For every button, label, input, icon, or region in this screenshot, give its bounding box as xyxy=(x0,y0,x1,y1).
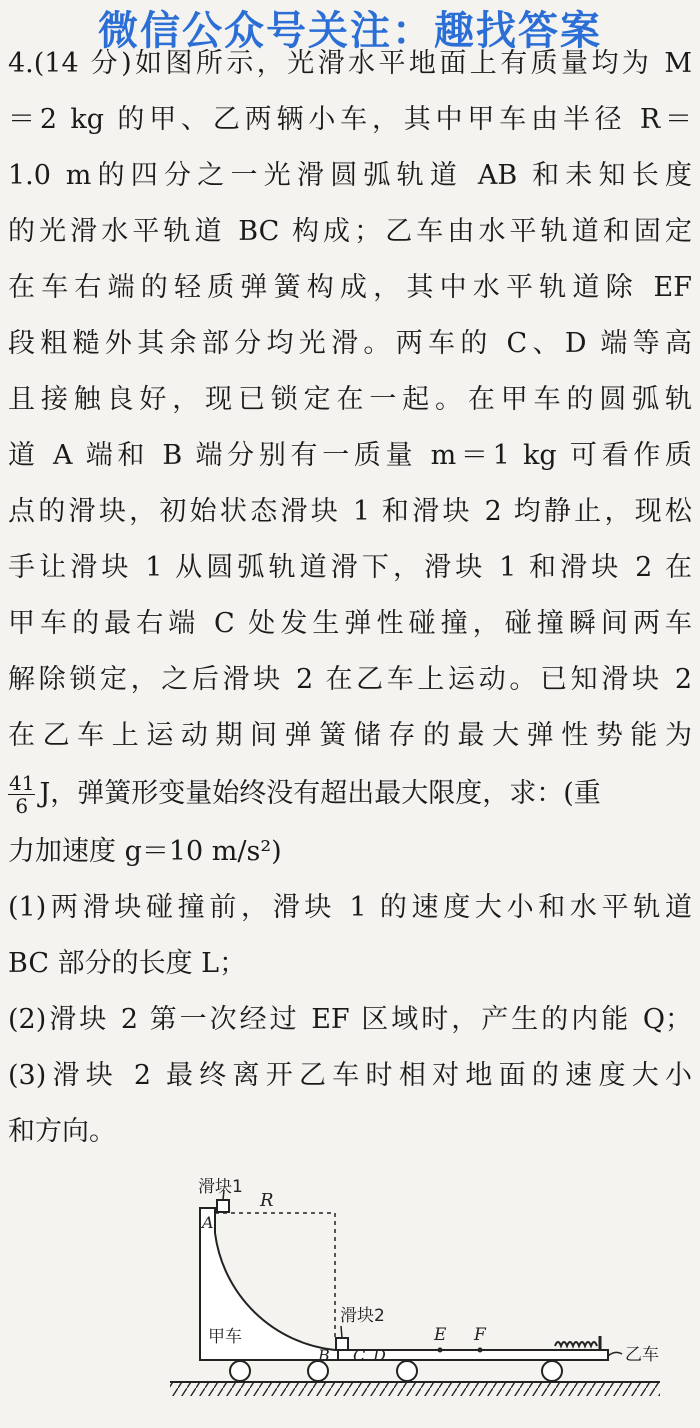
question-2: (2)滑块 2 第一次经过 EF 区域时，产生的内能 Q； xyxy=(8,1004,692,1035)
label-b: B xyxy=(318,1346,330,1365)
point-e-marker xyxy=(438,1348,443,1353)
fraction-41-6 xyxy=(8,772,35,817)
watermark: 微信公众号关注：趣找答案 xyxy=(98,8,602,54)
problem-line: 在乙车上运动期间弹簧储存的最大弹性势能为 xyxy=(8,720,692,751)
label-slider1: 滑块1 xyxy=(198,1178,243,1197)
wheel xyxy=(397,1361,417,1381)
label-e: E xyxy=(434,1325,447,1345)
label-r: R xyxy=(260,1190,274,1211)
problem-line: 手让滑块 1 从圆弧轨道滑下，滑块 1 和滑块 2 在 xyxy=(8,552,692,583)
problem-line: 道 A 端和 B 端分别有一质量 m＝1 kg 可看作质 xyxy=(8,440,692,471)
label-a: A xyxy=(202,1213,214,1232)
question-3a: (3)滑块 2 最终离开乙车时相对地面的速度大小 xyxy=(8,1060,692,1091)
slider2-block xyxy=(336,1338,348,1350)
problem-line: 力加速度 g＝10 m/s²) xyxy=(8,836,282,867)
problem-line: 点的滑块，初始状态滑块 1 和滑块 2 均静止，现松 xyxy=(8,496,692,527)
wheel xyxy=(542,1361,562,1381)
spring xyxy=(555,1342,597,1346)
car-yi-leader xyxy=(608,1352,622,1356)
question-3b: 和方向。 xyxy=(8,1116,116,1147)
problem-line: 段粗糙外其余部分均光滑。两车的 C、D 端等高 xyxy=(8,328,692,359)
question-1b: BC 部分的长度 L； xyxy=(8,948,247,979)
problem-line: 解除锁定，之后滑块 2 在乙车上运动。已知滑块 2 xyxy=(8,664,692,695)
physics-diagram xyxy=(160,1178,680,1413)
label-c: C xyxy=(353,1346,366,1365)
ground-hatch xyxy=(170,1383,660,1396)
problem-text xyxy=(8,36,692,1160)
fraction-line-rest: J，弹簧形变量始终没有超出最大限度，求：(重 xyxy=(39,778,601,809)
problem-line: ＝2 kg 的甲、乙两辆小车，其中甲车由半径 R＝ xyxy=(8,104,692,135)
fraction-line xyxy=(8,764,692,824)
problem-line: 在车右端的轻质弹簧构成，其中水平轨道除 EF xyxy=(8,272,692,303)
question-1a: (1)两滑块碰撞前，滑块 1 的速度大小和水平轨道 xyxy=(8,892,692,923)
fraction-denominator: 6 xyxy=(15,794,29,818)
wheel xyxy=(230,1361,250,1381)
fraction-numerator: 41 xyxy=(9,771,35,795)
slider2-leader xyxy=(341,1326,342,1338)
point-f-marker xyxy=(478,1348,483,1353)
slider1-block xyxy=(217,1200,229,1212)
label-d: D xyxy=(373,1346,386,1365)
problem-line: 甲车的最右端 C 处发生弹性碰撞，碰撞瞬间两车 xyxy=(8,608,692,639)
label-car-jia: 甲车 xyxy=(208,1327,242,1347)
problem-line: 的光滑水平轨道 BC 构成；乙车由水平轨道和固定 xyxy=(8,216,692,247)
label-slider2: 滑块2 xyxy=(340,1306,385,1326)
problem-line: 4.(14 分)如图所示，光滑水平地面上有质量均为 M xyxy=(8,48,692,79)
label-f: F xyxy=(474,1325,486,1345)
label-car-yi: 乙车 xyxy=(625,1345,659,1365)
problem-line: 且接触良好，现已锁定在一起。在甲车的圆弧轨 xyxy=(8,384,692,415)
problem-line: 1.0 m的四分之一光滑圆弧轨道 AB 和未知长度 xyxy=(8,160,692,191)
